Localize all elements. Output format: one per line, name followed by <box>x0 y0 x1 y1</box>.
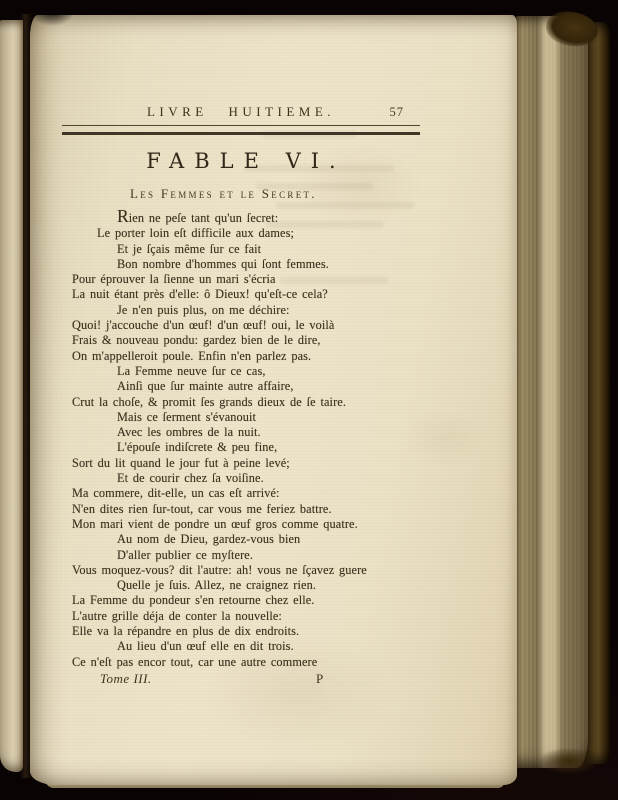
page-number: 57 <box>389 105 404 119</box>
poem-line: Et je ſçais même ſur ce fait <box>117 241 262 256</box>
poem-line: Au lieu d'un œuf elle en dit trois. <box>117 639 294 654</box>
fable-subtitle: Les Femmes et le Secret. <box>130 186 317 201</box>
cover-corner-bottom <box>540 748 598 774</box>
poem-line: Le porter loin eſt difficile aux dames; <box>97 226 294 241</box>
book-page <box>30 15 517 785</box>
tome-label: Tome III. <box>100 670 152 686</box>
poem-line: Avec les ombres de la nuit. <box>117 425 261 440</box>
poem-line: Sort du lit quand le jour fut à peine levé; <box>72 455 290 470</box>
poem-line: La nuit étant près d'elle: ô Dieux! qu'eſt-ce cela? <box>72 287 328 302</box>
signature-mark: P <box>316 670 324 686</box>
poem-line: La Femme neuve ſur ce cas, <box>117 363 266 378</box>
poem-line: Frais & nouveau pondu: gardez bien de le dire, <box>72 333 321 348</box>
poem-line: Et de courir chez ſa voiſine. <box>117 471 264 486</box>
poem-line: Je n'en puis plus, on me déchire: <box>117 302 290 317</box>
double-rule <box>62 125 420 135</box>
poem-line: Au nom de Dieu, gardez-vous bien <box>117 532 301 547</box>
poem-line: Mon mari vient de pondre un œuf gros comme quatre. <box>72 516 358 531</box>
poem-line: Crut la choſe, & promit ſes grands dieux de ſe taire. <box>72 394 346 409</box>
poem-line: Pour éprouver la ſienne un mari s'écria <box>72 272 276 287</box>
poem-line: L'autre grille déja de conter la nouvelle: <box>72 608 282 623</box>
running-head: LIVRE HUITIEME. <box>146 104 336 119</box>
text-block <box>62 103 420 689</box>
poem-line: Ainſi que ſur mainte autre affaire, <box>117 379 294 394</box>
poem-line: L'épouſe indiſcrete & peu fine, <box>117 440 278 455</box>
running-head-row <box>62 103 420 122</box>
poem-line: D'aller publier ce myſtere. <box>117 547 254 562</box>
poem-line: Quoi! j'accouche d'un œuf! d'un œuf! oui, le voilà <box>72 318 335 333</box>
poem-line: Quelle je ſuis. Allez, ne craignez rien. <box>117 578 317 593</box>
poem-line: La Femme du pondeur s'en retourne chez elle. <box>72 593 315 608</box>
poem-line: On m'appelleroit poule. Enfin n'en parlez pas. <box>72 348 312 363</box>
poem <box>62 206 420 670</box>
spine-shadow <box>26 10 84 42</box>
poem-line: Bon nombre d'hommes qui ſont femmes. <box>117 256 329 271</box>
fore-edge-page-stack <box>516 16 588 768</box>
poem-line: N'en dites rien ſur-tout, car vous me feriez battre. <box>72 501 332 516</box>
footer-row <box>62 671 420 689</box>
poem-line: Ma commere, dit-elle, un cas eſt arrivé: <box>72 486 280 501</box>
fable-title: FABLE VI. <box>146 149 346 173</box>
poem-line: Rien ne peſe tant qu'un ſecret: <box>117 206 279 226</box>
poem-line: Elle va la répandre en plus de dix endroits. <box>72 624 300 639</box>
poem-line: Mais ce ſerment s'évanouit <box>117 409 257 424</box>
poem-line: Vous moquez-vous? dit l'autre: ah! vous ne ſçavez guere <box>72 562 367 577</box>
poem-line: Ce n'eſt pas encor tout, car une autre commere <box>72 654 318 669</box>
